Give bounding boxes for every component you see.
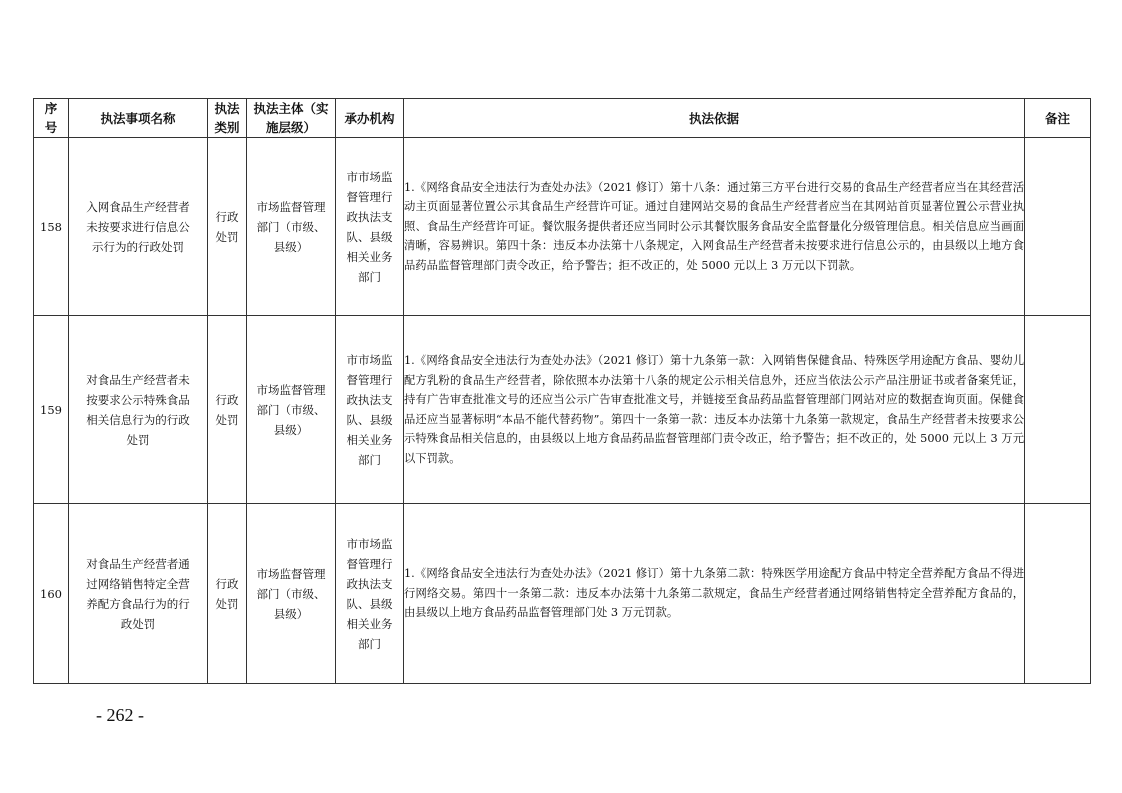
row-agency: 市市场监督管理行政执法支队、县级相关业务部门 — [336, 504, 404, 684]
row-name: 对食品生产经营者通过网络销售特定全营养配方食品行为的行政处罚 — [69, 504, 208, 684]
header-basis: 执法依据 — [404, 99, 1025, 138]
row-basis: 1.《网络食品安全违法行为查处办法》（2021 修订）第十八条：通过第三方平台进行交易的食品生产经营者应当在其经营活动主页面显著位置公示其食品生产经营许可证。通过自建网站交易的食品生产经营者应当在其网站首页显著位置公示营业执照、食品生产经营许可证。餐饮服务提供者还应当同时公示其餐饮服务食品安全监督量化分级管理信息。相关信息应当画面清晰，容易辨识。第四十条：违反本办法第十八条规定，入网食品生产经营者未按要求进行信息公示的，由县级以上地方食品药品监督管理部门责令改正，给予警告；拒不改正的，处 5000 元以上 3 万元以下罚款。 — [404, 138, 1025, 316]
row-category: 行政处罚 — [208, 138, 247, 316]
enforcement-table — [33, 98, 1091, 684]
header-category: 执法类别 — [208, 99, 247, 138]
row-name: 入网食品生产经营者未按要求进行信息公示行为的行政处罚 — [69, 138, 208, 316]
row-category: 行政处罚 — [208, 316, 247, 504]
header-agency: 承办机构 — [336, 99, 404, 138]
row-remark — [1025, 504, 1091, 684]
header-seq: 序号 — [34, 99, 69, 138]
row-agency: 市市场监督管理行政执法支队、县级相关业务部门 — [336, 138, 404, 316]
row-basis: 1.《网络食品安全违法行为查处办法》（2021 修订）第十九条第一款：入网销售保健食品、特殊医学用途配方食品、婴幼儿配方乳粉的食品生产经营者，除依照本办法第十八条的规定公示相关信息外，还应当依法公示产品注册证书或者备案凭证，持有广告审查批准文号的还应当公示广告审查批准文号，并链接至食品药品监督管理部门网站对应的数据查询页面。保健食品还应当显著标明“本品不能代替药物”。第四十一条第一款：违反本办法第十九条第一款规定，食品生产经营者未按要求公示特殊食品相关信息的，由县级以上地方食品药品监督管理部门责令改正，给予警告；拒不改正的，处 5000 元以上 3 万元以下罚款。 — [404, 316, 1025, 504]
row-remark — [1025, 138, 1091, 316]
row-seq: 160 — [34, 504, 69, 684]
row-remark — [1025, 316, 1091, 504]
row-agency: 市市场监督管理行政执法支队、县级相关业务部门 — [336, 316, 404, 504]
header-remark: 备注 — [1025, 99, 1091, 138]
table-row — [34, 504, 1091, 684]
header-name: 执法事项名称 — [69, 99, 208, 138]
row-name: 对食品生产经营者未按要求公示特殊食品相关信息行为的行政处罚 — [69, 316, 208, 504]
row-subject: 市场监督管理部门（市级、县级） — [247, 316, 336, 504]
header-subject: 执法主体（实施层级） — [247, 99, 336, 138]
row-category: 行政处罚 — [208, 504, 247, 684]
table-row — [34, 316, 1091, 504]
header-row — [34, 99, 1091, 138]
row-basis: 1.《网络食品安全违法行为查处办法》（2021 修订）第十九条第二款：特殊医学用途配方食品中特定全营养配方食品不得进行网络交易。第四十一条第二款：违反本办法第十九条第二款规定，食品生产经营者通过网络销售特定全营养配方食品的，由县级以上地方食品药品监督管理部门处 3 万元罚款。 — [404, 504, 1025, 684]
page-number: - 262 - — [96, 705, 144, 725]
table-row — [34, 138, 1091, 316]
row-subject: 市场监督管理部门（市级、县级） — [247, 504, 336, 684]
row-seq: 159 — [34, 316, 69, 504]
row-subject: 市场监督管理部门（市级、县级） — [247, 138, 336, 316]
row-seq: 158 — [34, 138, 69, 316]
